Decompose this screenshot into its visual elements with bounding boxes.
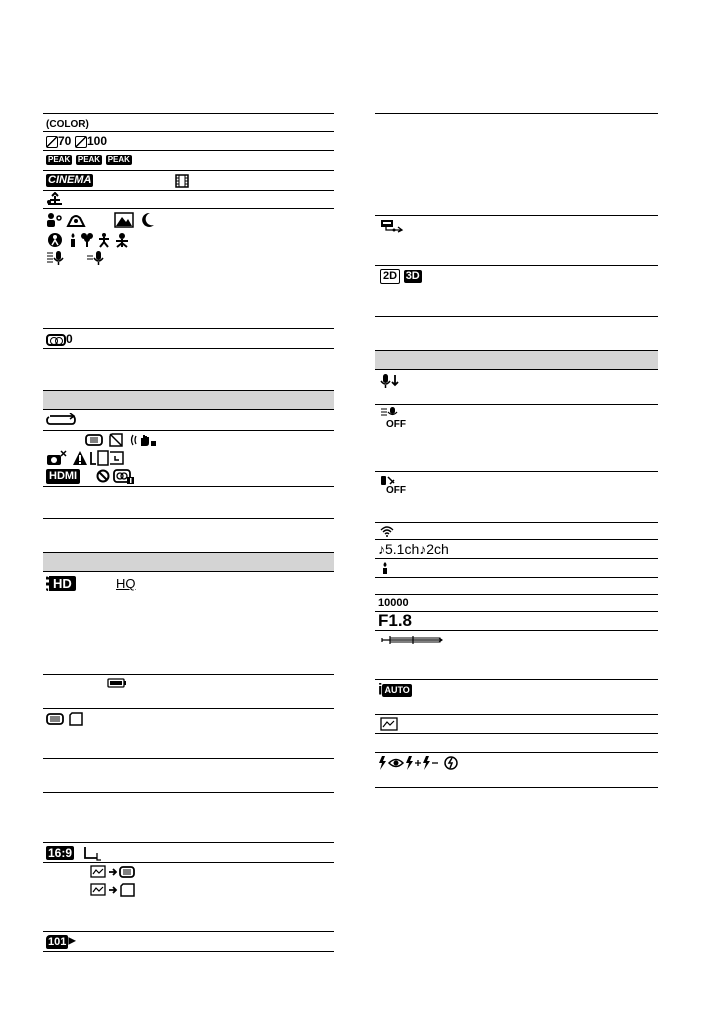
aperture-value: F1.8 — [378, 611, 413, 630]
color-icon: (COLOR) — [46, 119, 89, 130]
image-size-icon — [84, 845, 102, 861]
copy-to-card-icon — [90, 883, 136, 897]
rule — [375, 630, 658, 631]
loop-icon — [46, 413, 76, 427]
rule — [43, 430, 334, 431]
rule — [43, 951, 334, 952]
cards-swap-icon — [90, 450, 124, 466]
rule — [375, 787, 658, 788]
battery-icon — [107, 678, 127, 688]
rule — [43, 842, 334, 843]
hq-mode-label: HQ — [116, 576, 136, 591]
rule — [43, 486, 334, 487]
rule — [375, 558, 658, 559]
camera-warning-icon — [46, 450, 68, 466]
rule — [43, 328, 334, 329]
rule — [375, 577, 658, 578]
face-warning-icon — [113, 469, 135, 485]
scene-landscape-icon — [114, 212, 134, 228]
card-warning-icon — [108, 433, 124, 447]
cinema-icon: CINEMA — [48, 174, 92, 187]
scene-spotlight-icon — [66, 212, 86, 228]
memory-card-icon — [68, 712, 84, 726]
rule — [375, 113, 658, 114]
rule — [375, 611, 658, 612]
rule — [43, 150, 334, 151]
tele-macro-icon — [46, 192, 64, 206]
internal-memory-icon — [46, 712, 64, 726]
rule — [375, 215, 658, 216]
rule — [375, 265, 658, 266]
section-header-band — [43, 390, 334, 410]
scene-flower-icon — [80, 232, 94, 248]
scene-portrait-icon — [46, 212, 64, 228]
flash-modes-icon — [378, 755, 468, 771]
rule — [43, 190, 334, 191]
rule — [43, 708, 334, 709]
rule — [43, 862, 334, 863]
rule — [375, 594, 658, 595]
rule — [43, 208, 334, 209]
rule — [375, 752, 658, 753]
shutter-speed-value: 10000 — [378, 597, 409, 609]
rule — [375, 522, 658, 523]
wind-noise-off-label: OFF — [386, 419, 406, 430]
wind-mic-icon — [46, 250, 68, 266]
rule — [43, 518, 334, 519]
rule — [375, 714, 658, 715]
rule — [43, 931, 334, 932]
rule — [43, 758, 334, 759]
audio-format-indicator: ♪5.1ch♪2ch — [378, 541, 449, 557]
scene-snow-icon — [114, 232, 130, 248]
exposure-scale-icon — [381, 634, 443, 646]
rule — [43, 170, 334, 171]
film-icon — [175, 174, 189, 188]
picture-icon — [380, 717, 398, 731]
copy-to-internal-icon — [90, 865, 136, 879]
rule — [43, 131, 334, 132]
scene-night-icon — [141, 212, 155, 228]
face-detection-indicator: 0 — [46, 332, 73, 346]
2d-3d-indicator: 2D 3D — [380, 269, 422, 284]
caution-triangle-icon — [72, 450, 88, 466]
folder-indicator: 101 ▶ — [48, 935, 77, 948]
hd-quality-indicator: HD — [46, 576, 76, 591]
prohibited-icon — [96, 469, 110, 483]
rule — [43, 113, 334, 114]
rule — [375, 679, 658, 680]
rule — [43, 674, 334, 675]
peaking-icon: PEAK PEAK PEAK — [48, 154, 130, 164]
hdmi-no-output-indicator: HDMI — [46, 469, 80, 484]
wind-mic-low-icon — [86, 250, 108, 266]
rule — [375, 471, 658, 472]
scene-beach-icon — [97, 232, 111, 248]
usb-connect-icon — [380, 219, 406, 233]
section-header-band — [375, 350, 658, 370]
rule — [375, 539, 658, 540]
mic-ref-off-label: OFF — [386, 485, 406, 496]
rule — [375, 733, 658, 734]
steadyshot-warning-icon — [130, 433, 158, 447]
aspect-ratio-indicator: 16:9 — [48, 845, 73, 860]
rule — [375, 404, 658, 405]
mic-level-icon — [380, 373, 400, 389]
rule — [375, 316, 658, 317]
low-light-icon — [381, 561, 389, 575]
memory-warning-icon — [84, 433, 104, 447]
zebra-indicator: 70 100 — [46, 134, 107, 148]
scene-candle-icon — [68, 232, 78, 248]
scene-sports-icon — [46, 232, 64, 248]
intelligent-auto-indicator: i AUTO — [378, 681, 410, 699]
section-header-band — [43, 552, 334, 572]
wireless-icon — [380, 525, 394, 537]
rule — [43, 348, 334, 349]
rule — [43, 792, 334, 793]
